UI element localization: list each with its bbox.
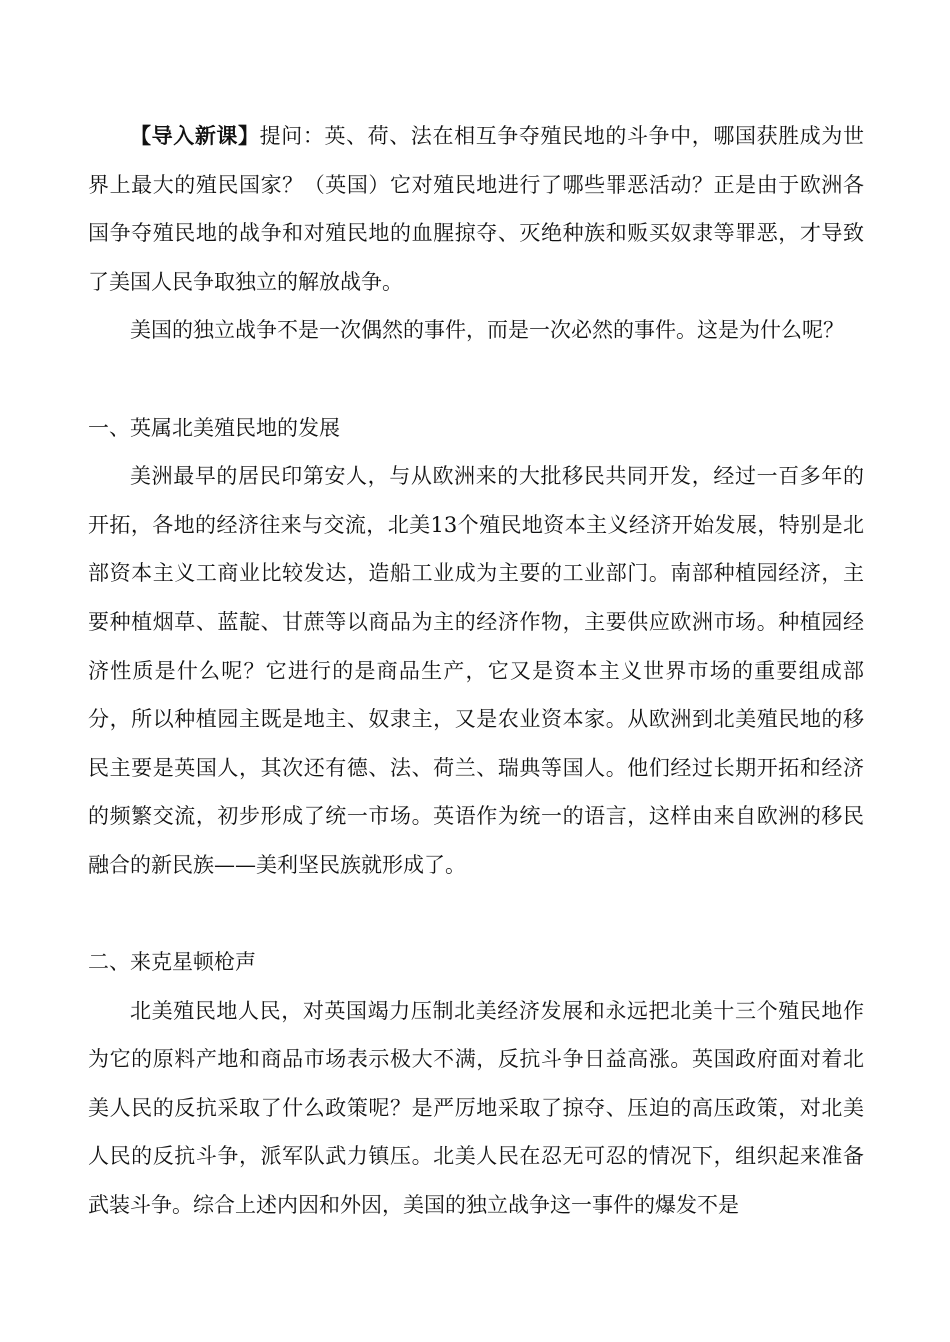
intro-label: 【导入新课】 (130, 124, 260, 148)
section-2-paragraph: 北美殖民地人民，对英国竭力压制北美经济发展和永远把北美十三个殖民地作为它的原料产地和商品市场表示极大不满，反抗斗争日益高涨。英国政府面对着北美人民的反抗采取了什么政策呢？是严厉地采取了掠夺、压迫的高压政策，对北美人民的反抗斗争，派军队武力镇压。北美人民在忍无可忍的情况下，组织起来准备武装斗争。综合上述内因和外因，美国的独立战争这一事件的爆发不是 (88, 998, 864, 1218)
intro-paragraph (88, 112, 864, 306)
intro-text: 提问：英、荷、法在相互争夺殖民地的斗争中，哪国获胜成为世界上最大的殖民国家？（英国）它对殖民地进行了哪些罪恶活动？正是由于欧洲各国争夺殖民地的战争和对殖民地的血腥掠夺、灭绝种族和贩买奴隶等罪恶，才导致了美国人民争取独立的解放战争。 (88, 124, 865, 294)
intro-question-paragraph: 美国的独立战争不是一次偶然的事件，而是一次必然的事件。这是为什么呢？ (130, 318, 844, 343)
section-1-heading: 一、英属北美殖民地的发展 (88, 415, 340, 440)
document-body (88, 112, 864, 1230)
section-2-heading: 二、来克星顿枪声 (88, 950, 256, 975)
section-1-paragraph: 美洲最早的居民印第安人，与从欧洲来的大批移民共同开发，经过一百多年的开拓，各地的经济往来与交流，北美13个殖民地资本主义经济开始发展，特别是北部资本主义工商业比较发达，造船工业成为主要的工业部门。南部种植园经济，主要种植烟草、蓝靛、甘蔗等以商品为主的经济作物，主要供应欧洲市场。种植园经济性质是什么呢？它进行的是商品生产，它又是资本主义世界市场的重要组成部分，所以种植园主既是地主、奴隶主，又是农业资本家。从欧洲到北美殖民地的移民主要是英国人，其次还有德、法、荷兰、瑞典等国人。他们经过长期开拓和经济的频繁交流，初步形成了统一市场。英语作为统一的语言，这样由来自欧洲的移民融合的新民族——美利坚民族就形成了。 (88, 464, 864, 877)
